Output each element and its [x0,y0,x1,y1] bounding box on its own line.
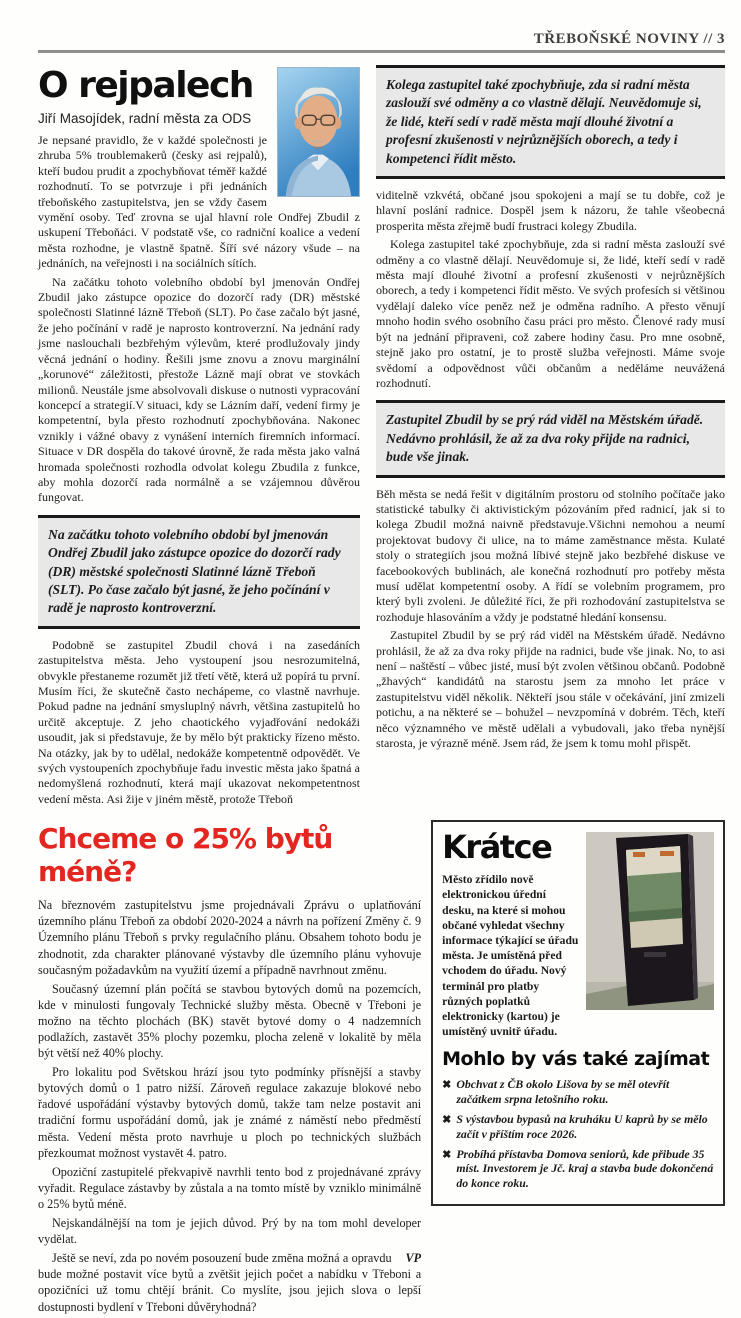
paragraph: Na březnovém zastupitelstvu jsme projednávali Zprávu o uplatňování územního plánu Třeboň za období 2020-2024 a návrh na pořízení Změny č. 9 Územního plánu Třeboň s prvky regulačního plánu. Obsahem tohoto bodu je zhodnotit, zda charakter plánované výstavby dle územního plánu vyhovuje současným požadavkům na využití území a případně navrhnout změnu. [38,898,422,977]
kratce-bullet-list [442,1077,714,1191]
paragraph: Podobně se zastupitel Zbudil chová i na zasedáních zastupitelstva města. Jeho vystoupení jsou nesrozumitelná, obvykle přestaneme rozumět již třetí větě, která už popírá tu první. Musím říci, že skutečně často nechápeme, co vlastně navrhuje. Pokud padne na jednání smysluplný návrh, většina zastupitelů ho určitě akceptuje. Z jeho chaotického vyjadřování nedokáži usoudit, jak si představuje, že by mělo být prakticky řízeno město. Na otázky, jak by to udělal, nedokáže kompetentně odpovědět. Ve svých vystoupeních zpochybňuje řadu investic města jako špatná a nedomyšlená rozhodnutí, která mají ukazovat nekompetentnost vedení města. Asi žije v jiném městě, protože Třeboň [38,637,360,806]
notice-board-photo [586,832,714,1010]
paragraph: Pro lokalitu pod Světskou hrází jsou tyto podmínky přísnější a stavby bytových domů o 1 patro nižší. Zároveň regulace zakazuje blokové nebo řadové uspořádání výstavby bytových domů, takže tam nelze postavit ani tradiční formu uspořádání domů, jak je známé z náměstí nebo předměstí města. Vedení města proto navrhuje u ploch po technických službách přezkoumat možnost vystavět 4. patro. [38,1065,422,1160]
paragraph: Současný územní plán počítá se stavbou bytových domů na pozemcích, kde v minulosti fungovaly Technické služby města. Obecně v Třeboni je možno na těchto plochách (BK) stavět bytové domy o 4 nadzemních podlažích, zastavět 35% plochy pozemku, plocha zeleně v lokalitě by měla být větší než 40% plochy. [38,981,422,1061]
paragraph: Kolega zastupitel také zpochybňuje, zda si radní města zaslouží své odměny a co vlastně dělají. Neuvědomuje si, že lidé, kteří sedí v radě města mají dlouhé životní a profesní zkušenosti v nejrůznějších oborech, a tedy i kompetenci řídit město. Ve svých profesích si většinou vydělají daleko více peněz než je odměna radního. A přesto věnují mnoho hodin svého osobního času práci pro město. Členové rady musí být na jednání připraveni, což zabere hodiny času. Pro mne osobně, stejně jako pro ostatní, je to prostě služba veřejnosti. Máme svoje svědomí a odpovědnost vůči občanům a neděláme neuvážená rozhodnutí. [376,237,725,390]
article-title-rejpalech: O rejpalech [38,65,253,106]
pull-quote-top-right: Kolega zastupitel také zpochybňuje, zda si radní města zaslouží své odměny a co vlastně dělají. Neuvědomuje si, že lidé, kteří sedí v radě města mají dlouhé životní a profesní zkušenosti v nejrůznějších oborech, a tedy i kompetenci řídit město. [376,65,725,179]
list-item [442,1077,714,1107]
paragraph: Je nepsané pravidlo, že v každé společnosti je zhruba 5% troublemakerů (česky asi rejpalů), kteří budou prudit a zpochybňovat téměř každé rozhodnutí. To se potvrzuje i při jednáních třeboňského zastupitelstva, jen se vždy časem vymění osoby. Teď zrovna se ujal hlavní role Ondřej Zbudil z uskupení Třeboňáci. V podstatě vše, co radniční koalice a vedení města rozhodne, je vlastně špatně. Šíří své názory všude – na jednáních, na veřejnosti i na sociálních sítích. [38,133,360,271]
article-title-bytu: Chceme o 25% bytů méně? [38,822,333,889]
list-item-text: Probíhá přístavba Domova seniorů, kde přibude 35 míst. Investorem je Jč. kraj a stavba bude dokončená do konce roku. [456,1146,714,1191]
author-photo [277,67,360,197]
bottom-section [38,820,725,1317]
article-bytu [38,820,421,1317]
kratce-lead: Město zřídilo nově elektronickou úřední desku, na které si mohou občané vyhledat všechny informace týkající se úřadu města. Je umístěná před vchodem do úřadu. Nový terminál pro platby různých poplatků elektronicky (kartou) je umístěný uvnitř úřadu. [442,873,579,1039]
list-item-text: S výstavbou bypasů na kruháku U kaprů by se mělo začít v příštím roce 2026. [456,1112,708,1141]
paragraph-with-signature [38,1250,421,1314]
article-rejpalech-continued [376,65,725,810]
x-bullet-icon: ✖ [442,1114,452,1127]
masthead-rule [38,30,725,53]
article-author: Jiří Masojídek, radní města za ODS [38,111,252,126]
paragraph: Zastupitel Zbudil by se prý rád viděl na Městském úřadě. Nedávno prohlásil, že až za dva roky přijde na radnici, bude vše jinak. No, to asi není – naštěstí – vůbec jisté, musí být zvolen většinou občanů. Podobně „žhavých“ kandidátů na starostu jsem za mnoho let práce v zastupitelstvu viděl několik. Někteří jsou stále v očekávání, jiní zmizeli potichu, a na některé se – bohužel – nevzpomíná v dobrém. Těch, kteří něco významného ve městě udělali a vybudovali, jako třeba nynější starosta, je výrazně méně. Jsem rád, že jsem k tomu mohl přispět. [376,628,725,751]
x-bullet-icon: ✖ [442,1148,452,1161]
article-rejpalech [38,65,360,810]
pull-quote-left: Na začátku tohoto volebního období byl jmenován Ondřej Zbudil jako zástupce opozice do dozorčí rady (DR) městské společnosti Slatinné lázně Třeboň (SLT). Po čase začalo být jasné, že jeho počínání v radě je naprosto kontroverzní. [38,515,360,629]
top-section [38,65,725,810]
pull-quote-mid-right: Zastupitel Zbudil by se prý rád viděl na Městském úřadě. Nedávno prohlásil, že až za dva roky přijde na radnici, bude vše jinak. [376,400,725,477]
kratce-subheading: Mohlo by vás také zajímat [442,1048,710,1071]
kratce-title: Krátce [442,828,552,867]
paragraph: Na začátku tohoto volebního období byl jmenován Ondřej Zbudil jako zástupce opozice do dozorčí rady (DR) městské společnosti Slatinné lázně Třeboň (SLT). Po čase začalo být jasné, že jeho počínání v radě je naprosto kontroverzní. Na jednání rady jsme naslouchali bezbřehým výlevům, které prodlužovaly jindy věcná jednání o hodiny. Řešili jsme znovu a znovu marginální „korunové“ záležitosti, přestože Lázně mají obrat ve stovkách milionů. Neustále jsme absolvovali diskuse o nutnosti vypracování koncepcí a strategií.V situaci, kdy se Lázním daří, vedení firmy je kompetentní, byla přesto rozhodnutí zpochybňována. Nakonec vznikly i vážné obavy z vynášení interních firemních informací. Situace v DR dospěla do takové úrovně, že rada města jako valná hromada společnosti rozhodla odvolat kolegu Zbudila z funkce, aby mohla dozorčí rada normálně a se vzájemnou důvěrou fungovat. [38,274,360,505]
list-item [442,1147,714,1191]
list-item-text: Obchvat z ČB okolo Lišova by se měl otevřít začátkem srpna letošního roku. [456,1077,670,1107]
paragraph: Běh města se nedá řešit v digitálním prostoru od stolního počítače jako statistické tabulky či aktivistickým pózováním před radnicí, jak si to kolega Zbudil možná naivně představuje.Všichni nemohou a neumí projektovat budovy či ulice, na to máme zaměstnance města. Kulaté stoly o strategiích jsou možná líbivé stejně jako bezbřehé diskuse ve facebookových bublinách, ale konečná rozhodnutí pro potřeby města musí udělat kompetentní osoby. A řídí se volebním programem, pro který byli zvoleni. Je důležité říci, že při rozhodování zastupitelstva se rozhoduje hlasováním a vždy je podstatné hledání konsensu. [376,486,725,624]
masthead-title: TŘEBOŇSKÉ NOVINY // 3 [533,31,725,47]
list-item [442,1112,714,1142]
kratce-box [431,820,725,1206]
paragraph: viditelně vzkvétá, občané jsou spokojeni a mají se tu dobře, což je hlavní poslání radnice. Dospěl jsem k názoru, že tahle všeobecná prosperita města zřejmě budí frustraci kolegy Zbudila. [376,188,725,233]
paragraph: Nejskandálnější na tom je jejich důvod. Prý by na tom mohl developer vydělat. [38,1216,422,1247]
paragraph: Opoziční zastupitelé překvapivě navrhli tento bod z projednávané zprávy vyřadit. Regulace zástavby by zůstala a na tomto místě by vzniklo minimálně o 25% bytů méně. [38,1164,422,1211]
x-bullet-icon: ✖ [442,1079,452,1092]
author-initials: VP [405,1251,422,1266]
paragraph: Ještě se neví, zda po novém posouzení bude změna možná a opravdu bude možné postavit více bytů a zvětšit jejich počet a nabídku v Třeboni a opozičníci už tomu chtějí bránit. Co myslíte, jsou jejich slova o lepší dostupnosti bydlení v Třeboni důvěryhodná? [38,1251,422,1314]
